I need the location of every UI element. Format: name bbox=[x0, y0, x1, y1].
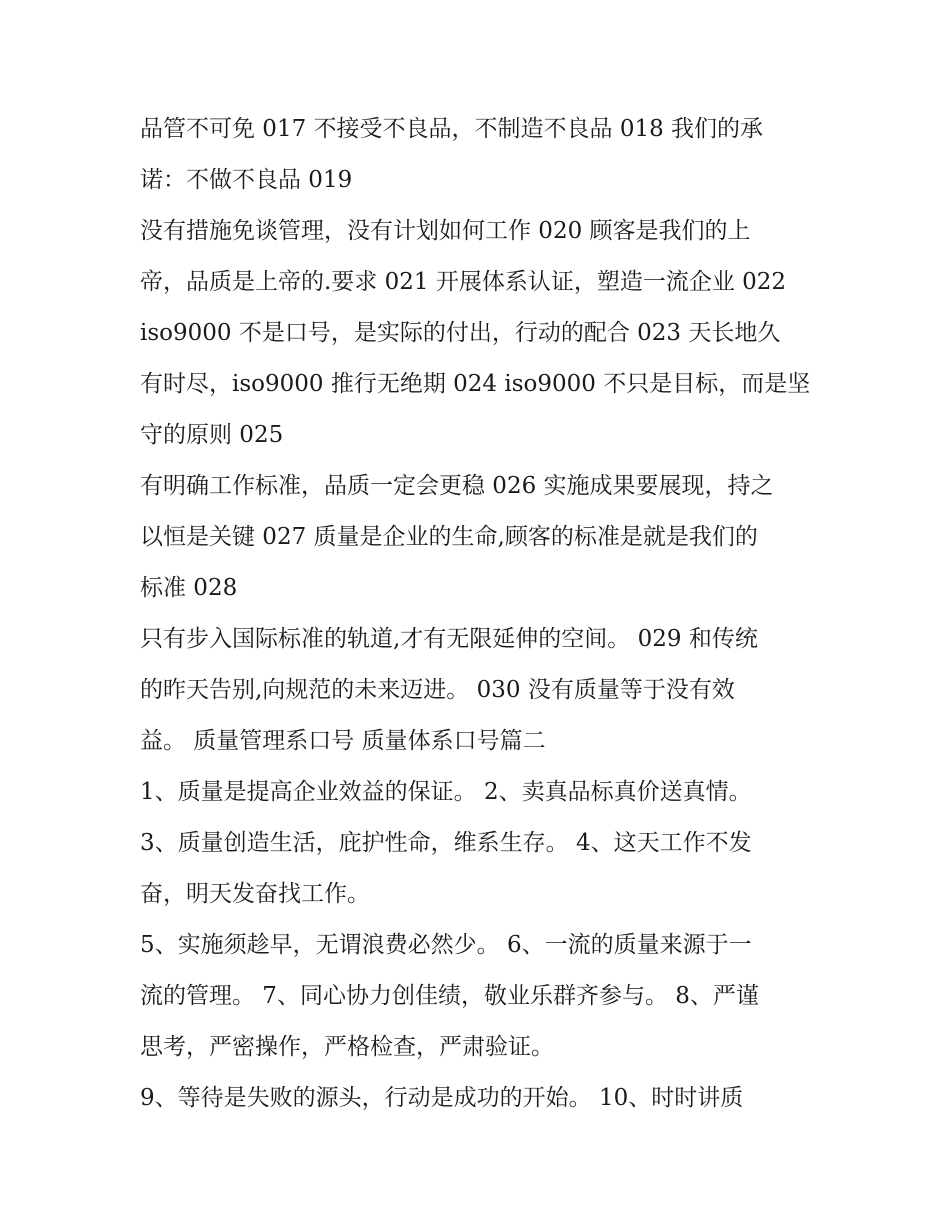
text-line: 以恒是关键 027 质量是企业的生命,顾客的标准是就是我们的 bbox=[140, 524, 758, 550]
text-line: iso9000 不是口号，是实际的付出，行动的配合 023 天长地久 bbox=[140, 320, 781, 346]
document-body bbox=[140, 104, 830, 1124]
text-line: 流的管理。 7、同心协力创佳绩，敬业乐群齐参与。 8、严谨 bbox=[140, 983, 759, 1009]
text-line: 有时尽，iso9000 推行无绝期 024 iso9000 不只是目标，而是坚 bbox=[140, 371, 811, 397]
text-line: 品管不可免 017 不接受不良品，不制造不良品 018 我们的承 bbox=[140, 116, 764, 142]
text-line: 没有措施免谈管理，没有计划如何工作 020 顾客是我们的上 bbox=[140, 218, 751, 244]
text-line: 有明确工作标准，品质一定会更稳 026 实施成果要展现，持之 bbox=[140, 473, 774, 499]
text-line: 的昨天告别,向规范的未来迈进。 030 没有质量等于没有效 bbox=[140, 677, 735, 703]
text-line: 奋，明天发奋找工作。 bbox=[140, 881, 370, 907]
text-line: 诺：不做不良品 019 bbox=[140, 167, 353, 193]
text-line: 1、质量是提高企业效益的保证。 2、卖真品标真价送真情。 bbox=[140, 779, 752, 805]
text-line: 只有步入国际标准的轨道,才有无限延伸的空间。 029 和传统 bbox=[140, 626, 758, 652]
text-line: 思考，严密操作，严格检查，严肃验证。 bbox=[140, 1034, 554, 1060]
text-line: 5、实施须趁早，无谓浪费必然少。 6、一流的质量来源于一 bbox=[140, 932, 752, 958]
text-line: 9、等待是失败的源头，行动是成功的开始。 10、时时讲质 bbox=[140, 1085, 744, 1111]
text-line: 守的原则 025 bbox=[140, 422, 284, 448]
text-line: 益。 质量管理系口号 质量体系口号篇二 bbox=[140, 728, 546, 754]
text-line: 帝，品质是上帝的.要求 021 开展体系认证，塑造一流企业 022 bbox=[140, 269, 787, 295]
text-line: 3、质量创造生活，庇护性命，维系生存。 4、这天工作不发 bbox=[140, 830, 752, 856]
text-line: 标准 028 bbox=[140, 575, 238, 601]
